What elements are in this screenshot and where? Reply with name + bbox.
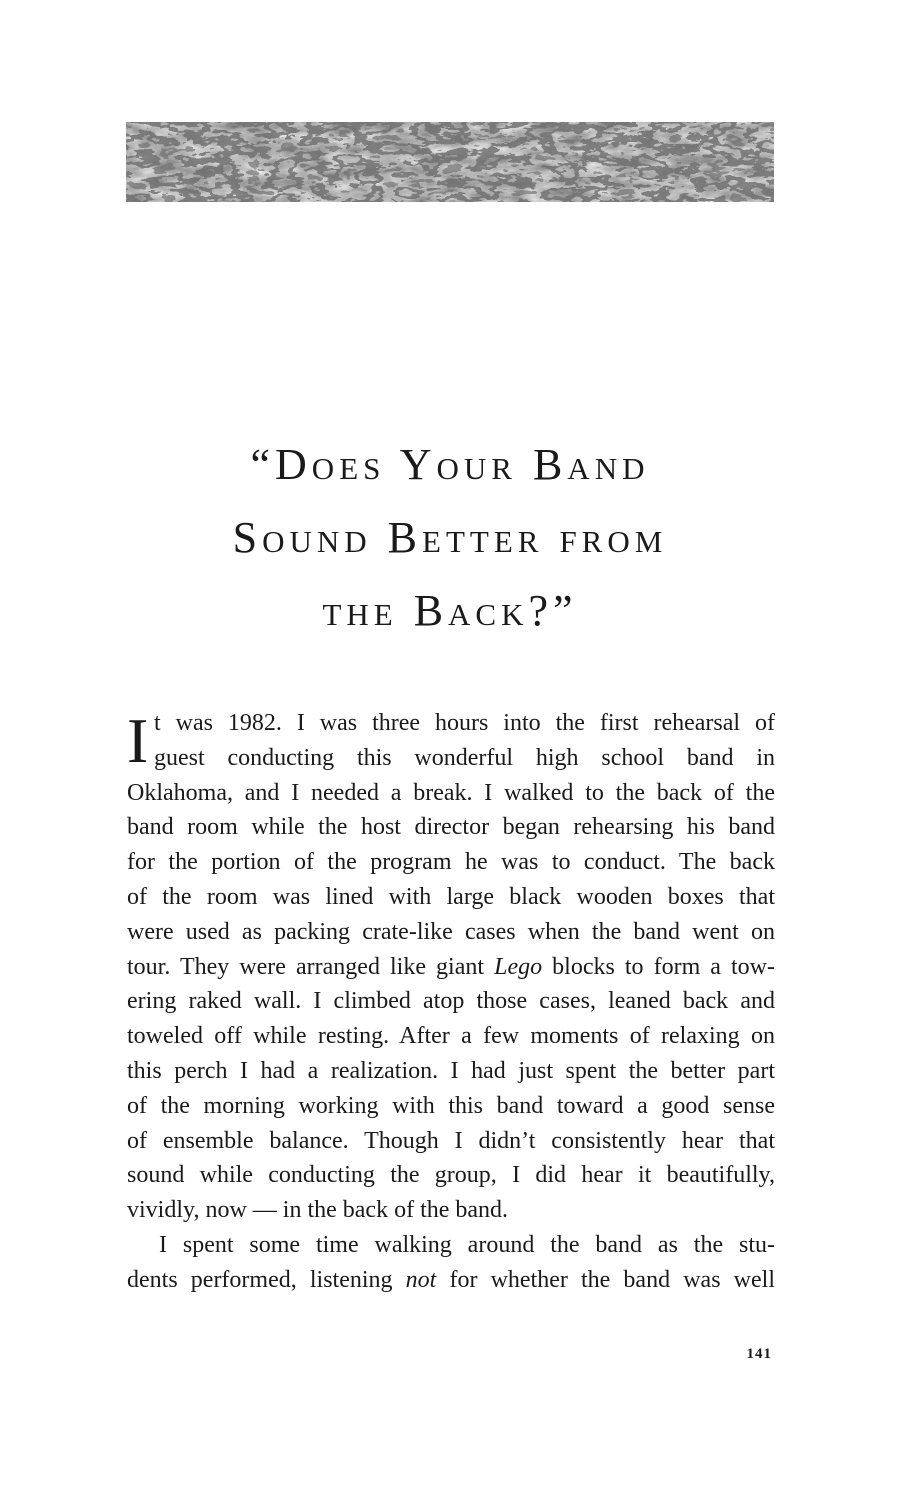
- text-line: of the morning working with this band toward a good sense: [127, 1092, 775, 1119]
- chapter-title-line-2: Sound Better from: [232, 513, 668, 562]
- text-line: ering raked wall. I climbed atop those cases, leaned back and: [127, 988, 775, 1015]
- marble-pattern-icon: [126, 122, 774, 202]
- chapter-title: [100, 428, 800, 647]
- drop-cap: I: [127, 705, 149, 776]
- text-line: of the room was lined with large black wooden boxes that: [127, 883, 775, 910]
- chapter-title-line-1: “Does Your Band: [250, 440, 650, 489]
- page-number: 141: [746, 1346, 772, 1362]
- text-run: for whether the band was well: [436, 1266, 775, 1293]
- text-line: for the portion of the program he was to conduct. The back: [127, 849, 775, 876]
- text-line-lego: [127, 950, 775, 985]
- text-line: sound while conducting the group, I did hear it beautifully,: [127, 1162, 775, 1189]
- chapter-title-line-3: the Back?”: [322, 586, 578, 635]
- italic-word-not: not: [405, 1266, 437, 1293]
- text-line: guest conducting this wonderful high school band in: [154, 744, 775, 771]
- text-run: dents performed, listening: [127, 1266, 406, 1293]
- text-line: this perch I had a realization. I had just spent the better part: [127, 1057, 775, 1084]
- text-line: band room while the host director began rehearsing his band: [127, 814, 775, 841]
- text-line: Oklahoma, and I needed a break. I walked to the back of the: [127, 779, 775, 806]
- text-line: of ensemble balance. Though I didn’t consistently hear that: [127, 1127, 775, 1154]
- italic-word-lego: Lego: [494, 953, 543, 980]
- text-run: blocks to form a tow-: [542, 953, 776, 980]
- body-text: [127, 706, 775, 1298]
- text-line: toweled off while resting. After a few moments of relaxing on: [127, 1023, 775, 1050]
- text-line-paragraph-end: vividly, now — in the back of the band.: [127, 1197, 509, 1224]
- text-line: were used as packing crate-like cases when the band went on: [127, 918, 775, 945]
- text-line: t was 1982. I was three hours into the first rehearsal of: [154, 710, 775, 736]
- chapter-banner-texture: [126, 122, 774, 202]
- opening-paragraph-start: [127, 706, 775, 776]
- text-run: tour. They were arranged like giant: [127, 953, 495, 980]
- text-line-not: [127, 1263, 775, 1298]
- text-line-paragraph-start: I spent some time walking around the band as the stu-: [159, 1231, 775, 1258]
